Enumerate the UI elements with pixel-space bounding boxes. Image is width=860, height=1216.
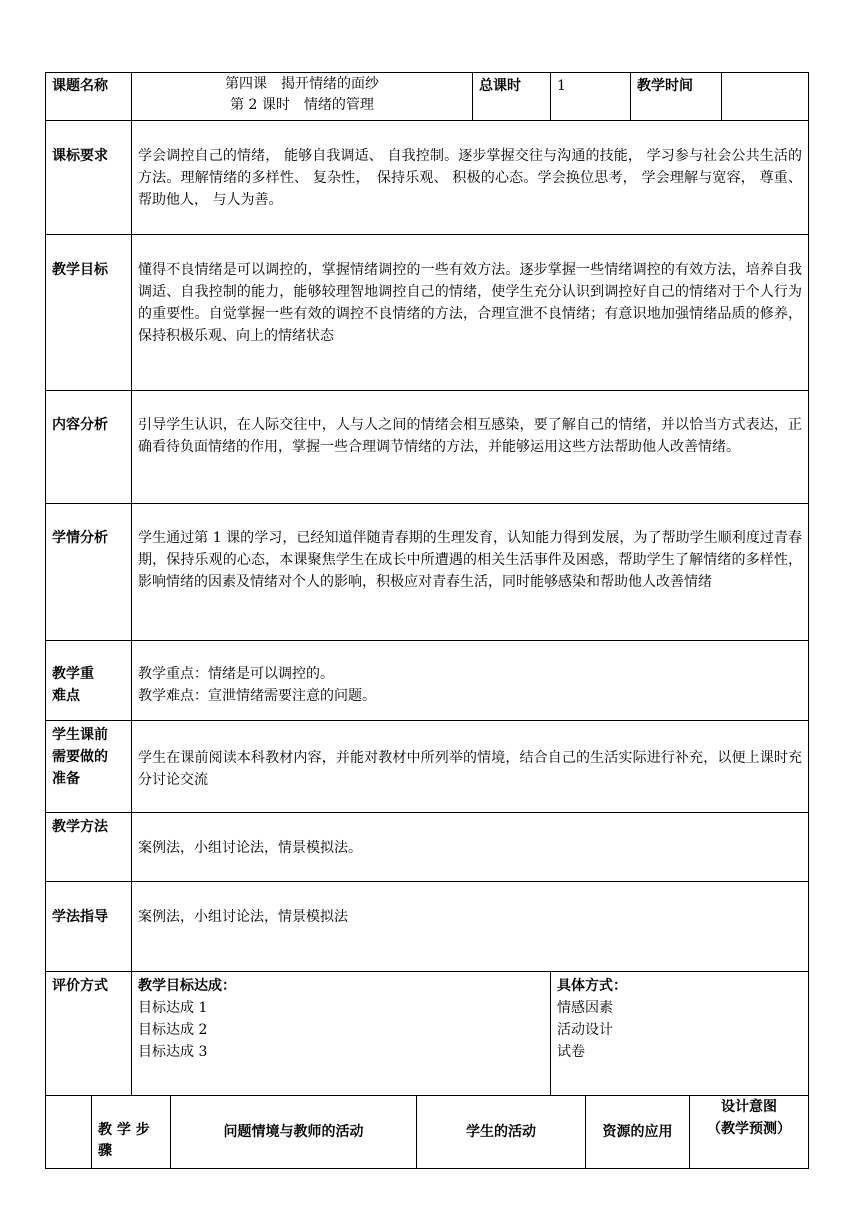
steps-header-table	[45, 1096, 809, 1169]
content-label: 内容分析	[46, 391, 132, 504]
design-intent-line2: （教学预测）	[707, 1121, 791, 1137]
steps-label	[92, 1096, 171, 1169]
course-title-line2: 第 2 课时 情绪的管理	[230, 97, 374, 113]
guide-text: 案例法，小组讨论法，情景模拟法	[132, 882, 809, 972]
steps-label-line1: 教 学 步	[98, 1122, 150, 1138]
student-label: 学情分析	[46, 504, 132, 641]
total-hours-value: 1	[551, 73, 631, 121]
eval-left-item: 目标达成 1	[138, 1000, 208, 1016]
total-hours-label: 总课时	[473, 73, 551, 121]
content-row	[46, 391, 809, 504]
prep-label-line2: 需要做的	[52, 749, 108, 765]
method-text: 案例法，小组讨论法，情景模拟法。	[132, 813, 809, 882]
goal-text: 懂得不良情绪是可以调控的，掌握情绪调控的一些有效方法。逐步掌握一些情绪调控的有效方法，培养自我调适、自我控制的能力，能够较理智地调控自己的情绪，使学生充分认识到调控好自己的情绪对于个人行为的重要性。自觉掌握一些有效的调控不良情绪的方法，合理宣泄不良情绪；有意识地加强情绪品质的修养，保持积极乐观、向上的情绪状态	[132, 235, 809, 391]
method-label: 教学方法	[46, 813, 132, 882]
prep-row	[46, 721, 809, 813]
prep-label	[46, 721, 132, 813]
course-title-line1: 第四课 揭开情绪的面纱	[225, 76, 379, 92]
goal-row	[46, 235, 809, 391]
eval-left	[132, 972, 551, 1096]
guide-row	[46, 882, 809, 972]
design-intent-line1: 设计意图	[721, 1099, 777, 1115]
standard-text: 学会调控自己的情绪， 能够自我调适、 自我控制。逐步掌握交往与沟通的技能， 学习参与社会公共生活的方法。理解情绪的多样性、 复杂性， 保持乐观、 积极的心态。学会换位思考， 学会理解与宽容， 尊重、 帮助他人， 与人为善。	[132, 121, 809, 235]
steps-blank-cell	[46, 1096, 92, 1169]
standard-row	[46, 121, 809, 235]
keypoint-text	[132, 641, 809, 721]
teaching-time-label: 教学时间	[631, 73, 722, 121]
eval-right-item: 情感因素	[557, 1000, 613, 1016]
prep-text: 学生在课前阅读本科教材内容，并能对教材中所列举的情境，结合自己的生活实际进行补充，以便上课时充分讨论交流	[132, 721, 809, 813]
keypoint-label-line1: 教学重	[52, 666, 94, 682]
standard-label: 课标要求	[46, 121, 132, 235]
lesson-plan	[45, 72, 808, 1169]
guide-label: 学法指导	[46, 882, 132, 972]
keypoint-line2: 教学难点：宣泄情绪需要注意的问题。	[138, 688, 376, 704]
method-row	[46, 813, 809, 882]
header-row	[46, 73, 809, 121]
keypoint-line1: 教学重点：情绪是可以调控的。	[138, 666, 334, 682]
eval-right	[551, 972, 809, 1096]
course-name-label: 课题名称	[46, 73, 132, 121]
prep-label-line3: 准备	[52, 771, 80, 787]
content-text: 引导学生认识，在人际交往中，人与人之间的情绪会相互感染，要了解自己的情绪，并以恰当方式表达，正确看待负面情绪的作用，掌握一些合理调节情绪的方法，并能够运用这些方法帮助他人改善情绪。	[132, 391, 809, 504]
lesson-plan-table	[45, 72, 809, 1096]
course-title	[132, 73, 473, 121]
keypoint-label	[46, 641, 132, 721]
resources-header: 资源的应用	[586, 1096, 690, 1169]
goal-label: 教学目标	[46, 235, 132, 391]
prep-label-line1: 学生课前	[52, 727, 108, 743]
eval-left-item: 目标达成 3	[138, 1044, 208, 1060]
student-row	[46, 504, 809, 641]
teaching-time-value	[722, 73, 809, 121]
design-intent-header	[690, 1096, 809, 1169]
eval-right-item: 活动设计	[557, 1022, 613, 1038]
student-text: 学生通过第 1 课的学习，已经知道伴随青春期的生理发育，认知能力得到发展，为了帮助学生顺利度过青春期，保持乐观的心态，本课聚焦学生在成长中所遭遇的相关生活事件及困惑，帮助学生了解情绪的多样性，影响情绪的因素及情绪对个人的影响，积极应对青春生活，同时能够感染和帮助他人改善情绪	[132, 504, 809, 641]
eval-left-title: 教学目标达成：	[138, 978, 236, 994]
eval-right-title: 具体方式：	[557, 978, 627, 994]
steps-label-line2: 骤	[98, 1143, 112, 1159]
eval-row	[46, 972, 809, 1096]
steps-header-row	[46, 1096, 809, 1169]
teacher-activity-header: 问题情境与教师的活动	[171, 1096, 417, 1169]
student-activity-header: 学生的活动	[417, 1096, 586, 1169]
keypoint-row	[46, 641, 809, 721]
eval-right-item: 试卷	[557, 1044, 585, 1060]
eval-label: 评价方式	[46, 972, 132, 1096]
eval-left-item: 目标达成 2	[138, 1022, 208, 1038]
keypoint-label-line2: 难点	[52, 688, 80, 704]
